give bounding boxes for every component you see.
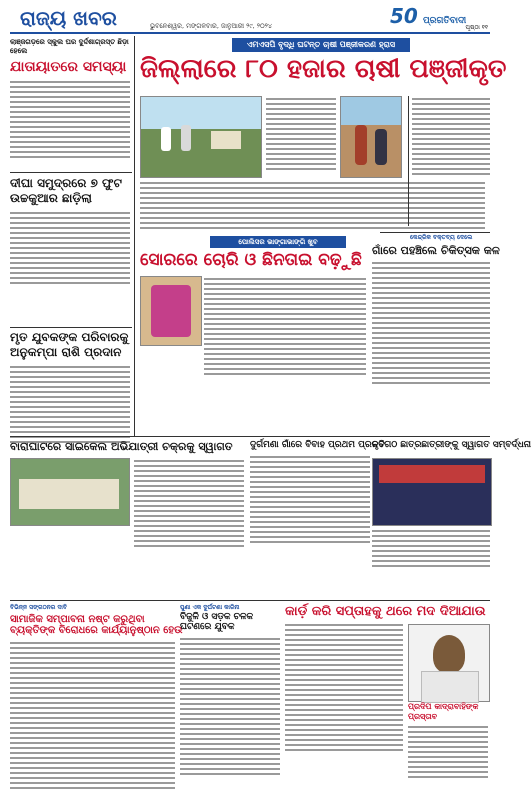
story3-headline-1: ମୃତ ଯୁବକଙ୍କ ପରିବାରକୁ [10,330,129,344]
lead-photo [140,96,262,178]
felicitation-headline: ନବଗଠ ଛାତ୍ରଛାତ୍ରୀଙ୍କୁ ସ୍ୱାଗତ ସମ୍ବର୍ଦ୍ଧନା [372,440,531,450]
story2-headline-1: ଦୀଘା ସମୁଦ୍ରରେ ୭ ଫୁଟ [10,176,122,190]
card-caption-2: ପ୍ରସ୍ତାବ [408,712,438,721]
card-body-2 [408,726,488,778]
story3-body [10,366,130,443]
deaths-headline-2: ଘଟଣରେ ଯୁବକ [180,622,235,632]
cycle-photo [10,458,130,526]
left-story-2 [10,176,130,246]
lead-body-1 [266,98,336,170]
theft-kicker-band [210,236,346,248]
lead-photo-2 [340,96,402,178]
theft-kicker: ପୋଲିସର ଭାଙ୍ଗାଭାଙ୍ଗି ଖୁବ [238,237,318,246]
lead-body-2 [140,182,485,229]
wedding-headline: ଦୁର୍ଗମଣା ଗାଁରେ ବିବାହ ପ୍ରଥମ ପ୍ରକୃତି [250,440,385,450]
deaths-headline-1: ବିଜୁଳି ଓ ସଡ଼କ ଚଳକ [180,612,254,622]
right-body-2 [372,262,490,384]
card-headline: କାର୍ଡ଼ କରି ସପ୍ତାହକୁ ଥରେ ମଦ ଦିଆଯାଉ [285,604,486,619]
social-kicker: ବିଭିନ୍ନ ସଙ୍ଗଠନର ଦାବି [10,604,68,611]
section-title-bar [20,6,140,32]
right-headline: ଗାଁରେ ପହଞ୍ଚିଲେ ଚିକିତ୍ସକ କଳ [372,244,500,257]
theft-headline: ସୋରରେ ଚୋରି ଓ ଛିନତାଇ ବଢ଼ୁଛି [140,250,362,270]
deaths-story [180,604,280,784]
story1-kicker: ଲାଞ୍ଜଗଡ଼ରେ ସ୍କୁଲ ଘର ଦୁର୍ଦ୍ଦଶାଗ୍ରସ୍ତ ଛିଡ଼ା ହେଲେ [10,38,129,55]
right-body-1 [412,98,490,175]
wedding-body [250,456,370,543]
masthead-rule [10,32,490,34]
card-photo [408,624,490,702]
cycle-headline: ବାରାଘାଟରେ ସାଇକେଲ ଅଭିଯାତ୍ରୀ ଚକ୍ରକୁ ସ୍ୱାଗତ [10,440,233,453]
cycle-body [134,460,244,547]
social-headline-1: ସାମାଜିକ ସମ୍ପାବନା ନଷ୍ଟ କରୁଥିବା [10,614,145,625]
felicitation-photo [372,458,492,526]
story2-headline-2: ଉଚ୍ଚକୁଆର ଛାଡ଼ିଲା [10,191,92,205]
page-label: ପୃଷ୍ଠା ୧୧ [465,24,488,31]
social-story [10,604,183,784]
story1-headline: ଯାତାୟାତରେ ସମସ୍ୟା [10,59,127,75]
lead-kicker: ଏମଏସପି ବୃଦ୍ଧି ଘଟନ୍ତ ଚାଷୀ ପଞ୍ଜୀକରଣ ହ୍ରାସ [246,40,396,49]
theft-photo [140,276,202,346]
theft-body [204,278,366,375]
left-story-3 [10,330,130,430]
social-body [10,642,175,789]
social-headline-2: ବ୍ୟକ୍ତିଙ୍କ ବିରୋଧରେ କାର୍ଯ୍ୟାନୁଷ୍ଠାନ ହେଉ [10,625,183,636]
card-caption-1: ପ୍ରଦିପ କାଦ୍ରାବାହିଙ୍କ [408,702,479,711]
section-title: ରାଜ୍ୟ ଖବର [20,6,117,30]
felicitation-body [372,530,490,567]
logo-number: 50 [390,4,418,28]
lead-headline: ଜିଲ୍ଲାରେ ୮୦ ହଜାର ଚାଷୀ ପଞ୍ଜୀକୃତ [140,54,507,84]
logo-brand: ପ୍ରଗତିବାଦୀ [422,16,467,26]
deaths-body [180,638,280,775]
right-kicker: କେନ୍ଦ୍ରିକ ବକ୍ତବ୍ୟ ଦେଲେ [410,234,473,241]
story3-headline-2: ଅନୁକମ୍ପା ରାଶି ପ୍ରଦାନ [10,345,122,359]
left-story-1 [10,38,130,168]
lead-kicker-band [232,38,410,52]
story2-body [10,212,130,284]
deaths-kicker: ପୁଣା ଏକ ଦୁର୍ଘଟଣା କାରିନା [180,604,240,611]
dateline: ଭୁବନେଶ୍ୱର, ମଙ୍ଗଳବାର, ଜାନୁଆରୀ ୨୯, ୨୦୨୪ [150,22,273,30]
story1-body [10,81,130,158]
card-body-1 [285,624,403,751]
